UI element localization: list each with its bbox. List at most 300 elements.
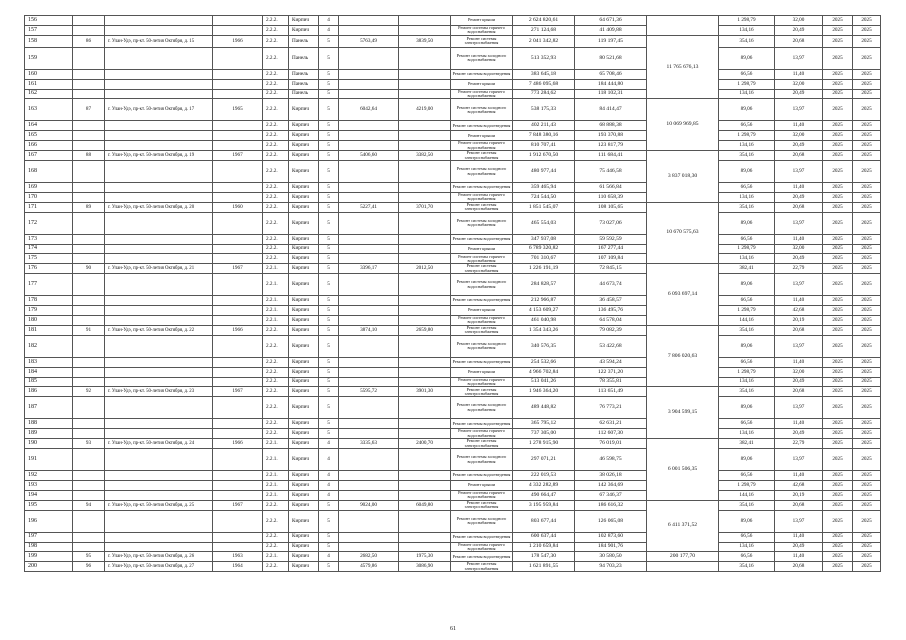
table-row <box>25 471 881 481</box>
year-end: 2025 <box>853 542 881 552</box>
area-living: 3701,70 <box>399 202 451 212</box>
building-number <box>73 47 105 69</box>
table-row <box>25 47 881 69</box>
floors: 5 <box>319 377 339 387</box>
year-start: 2025 <box>823 367 853 377</box>
work-type: Ремонт системы водоотведения <box>451 296 513 306</box>
row-number: 192 <box>25 471 73 481</box>
page-number: 61 <box>450 626 456 632</box>
unit-area: 89,06 <box>719 99 775 121</box>
code: 2.2.1. <box>263 306 289 316</box>
wall-material: Кирпич <box>289 335 319 357</box>
building-number: 87 <box>73 99 105 121</box>
area-living <box>399 367 451 377</box>
tariff: 20,19 <box>775 490 823 500</box>
build-year <box>213 510 263 532</box>
build-year: 1966 <box>213 325 263 335</box>
table-row <box>25 254 881 264</box>
capital-repair-table <box>24 15 881 572</box>
area-total: 5227,41 <box>339 202 399 212</box>
work-cost: 1 851 545,07 <box>513 202 575 212</box>
code: 2.2.2. <box>263 532 289 542</box>
table-row <box>25 480 881 490</box>
table-row <box>25 244 881 254</box>
building-number <box>73 16 105 26</box>
floors: 5 <box>319 99 339 121</box>
work-type: Ремонт системы водоотведения <box>451 183 513 193</box>
work-type: Ремонт системы горячего водоснабжения <box>451 25 513 35</box>
tariff: 22,79 <box>775 264 823 274</box>
code: 2.2.2. <box>263 234 289 244</box>
area-living <box>399 16 451 26</box>
cost-per-unit: 113 651,49 <box>575 387 647 397</box>
unit-area: 134,16 <box>719 254 775 264</box>
wall-material: Кирпич <box>289 387 319 397</box>
floors: 4 <box>319 480 339 490</box>
wall-material: Кирпич <box>289 264 319 274</box>
tariff: 13,97 <box>775 212 823 234</box>
work-type: Ремонт системы холодного водоснабжения <box>451 274 513 296</box>
tariff: 20,68 <box>775 387 823 397</box>
row-number: 193 <box>25 480 73 490</box>
work-cost: 489 448,82 <box>513 397 575 419</box>
table-row <box>25 500 881 510</box>
tariff: 22,79 <box>775 439 823 449</box>
building-number <box>73 161 105 183</box>
floors: 5 <box>319 264 339 274</box>
area-total: 9024,00 <box>339 500 399 510</box>
build-year: 1965 <box>213 99 263 121</box>
work-cost: 465 554,03 <box>513 212 575 234</box>
cost-per-unit: 107 109,84 <box>575 254 647 264</box>
unit-area: 144,16 <box>719 316 775 326</box>
table-row <box>25 542 881 552</box>
area-living: 3839,50 <box>399 35 451 47</box>
year-start: 2025 <box>823 377 853 387</box>
area-total <box>339 532 399 542</box>
year-start: 2025 <box>823 202 853 212</box>
wall-material: Кирпич <box>289 490 319 500</box>
building-number <box>73 397 105 419</box>
wall-material: Кирпич <box>289 429 319 439</box>
building-number <box>73 79 105 89</box>
work-type: Ремонт системы водоотведения <box>451 471 513 481</box>
code: 2.2.2. <box>263 367 289 377</box>
year-start: 2025 <box>823 89 853 99</box>
building-number <box>73 25 105 35</box>
code: 2.2.1. <box>263 449 289 471</box>
unit-area: 1 298,79 <box>719 306 775 316</box>
tariff: 20,49 <box>775 192 823 202</box>
area-living <box>399 121 451 131</box>
floors: 5 <box>319 325 339 335</box>
table-row <box>25 202 881 212</box>
work-type: Ремонт системы горячего водоснабжения <box>451 89 513 99</box>
year-start: 2025 <box>823 47 853 69</box>
cost-per-unit: 75 446,58 <box>575 161 647 183</box>
year-start: 2025 <box>823 69 853 79</box>
build-year: 1966 <box>213 35 263 47</box>
year-end: 2025 <box>853 202 881 212</box>
table-row <box>25 552 881 562</box>
tariff: 20,68 <box>775 500 823 510</box>
work-type: Ремонт системы холодного водоснабжения <box>451 510 513 532</box>
unit-area: 66,56 <box>719 471 775 481</box>
year-end: 2025 <box>853 471 881 481</box>
work-cost: 724 544,50 <box>513 192 575 202</box>
building-number: 89 <box>73 202 105 212</box>
area-living <box>399 449 451 471</box>
code: 2.2.2. <box>263 99 289 121</box>
area-living <box>399 471 451 481</box>
cost-per-unit: 167 277,44 <box>575 244 647 254</box>
wall-material: Кирпич <box>289 357 319 367</box>
unit-area: 134,16 <box>719 25 775 35</box>
address: г. Улан-Удэ, пр-кт. 50-летия Октября, д. 21 <box>105 264 213 274</box>
work-type: Ремонт системы электроснабжения <box>451 264 513 274</box>
year-start: 2025 <box>823 99 853 121</box>
wall-material: Кирпич <box>289 471 319 481</box>
work-cost: 1 210 659,84 <box>513 542 575 552</box>
work-type: Ремонт системы водоотведения <box>451 234 513 244</box>
table-row <box>25 141 881 151</box>
year-end: 2025 <box>853 387 881 397</box>
table-row <box>25 264 881 274</box>
row-number: 173 <box>25 234 73 244</box>
tariff: 42,68 <box>775 480 823 490</box>
year-start: 2025 <box>823 542 853 552</box>
area-total: 5595,72 <box>339 387 399 397</box>
area-total <box>339 254 399 264</box>
area-living <box>399 316 451 326</box>
build-year <box>213 25 263 35</box>
wall-material: Кирпич <box>289 25 319 35</box>
area-living <box>399 183 451 193</box>
table-row <box>25 89 881 99</box>
cost-per-unit: 76 019,01 <box>575 439 647 449</box>
area-total: 3396,17 <box>339 264 399 274</box>
address <box>105 234 213 244</box>
year-end: 2025 <box>853 161 881 183</box>
unit-area: 66,56 <box>719 552 775 562</box>
work-type: Ремонт крыши <box>451 306 513 316</box>
work-cost: 4 153 609,27 <box>513 306 575 316</box>
address <box>105 367 213 377</box>
unit-area: 382,41 <box>719 264 775 274</box>
floors: 5 <box>319 234 339 244</box>
year-end: 2025 <box>853 183 881 193</box>
row-number: 156 <box>25 16 73 26</box>
year-end: 2025 <box>853 377 881 387</box>
year-start: 2025 <box>823 357 853 367</box>
year-start: 2025 <box>823 274 853 296</box>
wall-material: Кирпич <box>289 151 319 161</box>
floors: 5 <box>319 306 339 316</box>
cost-per-unit: 79 082,39 <box>575 325 647 335</box>
building-number <box>73 429 105 439</box>
row-number: 164 <box>25 121 73 131</box>
unit-area: 354,16 <box>719 35 775 47</box>
row-number: 167 <box>25 151 73 161</box>
work-type: Ремонт системы горячего водоснабжения <box>451 542 513 552</box>
row-number: 183 <box>25 357 73 367</box>
table-row <box>25 183 881 193</box>
year-end: 2025 <box>853 121 881 131</box>
work-cost: 359 465,94 <box>513 183 575 193</box>
code: 2.2.2. <box>263 212 289 234</box>
year-start: 2025 <box>823 254 853 264</box>
year-end: 2025 <box>853 367 881 377</box>
cost-per-unit: 64 671,36 <box>575 16 647 26</box>
work-cost: 461 040,98 <box>513 316 575 326</box>
work-cost: 7 848 380,16 <box>513 131 575 141</box>
build-year <box>213 244 263 254</box>
area-total <box>339 471 399 481</box>
build-year <box>213 357 263 367</box>
work-cost: 222 019,53 <box>513 471 575 481</box>
area-total <box>339 490 399 500</box>
building-number <box>73 419 105 429</box>
tariff: 11,40 <box>775 234 823 244</box>
unit-area: 1 298,79 <box>719 79 775 89</box>
unit-area: 134,16 <box>719 542 775 552</box>
unit-area: 1 298,79 <box>719 367 775 377</box>
wall-material: Кирпич <box>289 202 319 212</box>
tariff: 20,68 <box>775 202 823 212</box>
address <box>105 316 213 326</box>
area-living <box>399 306 451 316</box>
address <box>105 377 213 387</box>
tariff: 11,40 <box>775 419 823 429</box>
work-type: Ремонт системы горячего водоснабжения <box>451 316 513 326</box>
year-start: 2025 <box>823 16 853 26</box>
floors: 4 <box>319 471 339 481</box>
build-year <box>213 121 263 131</box>
area-living <box>399 141 451 151</box>
area-living <box>399 244 451 254</box>
cost-per-unit: 186 616,32 <box>575 500 647 510</box>
row-number: 187 <box>25 397 73 419</box>
address <box>105 490 213 500</box>
row-number: 178 <box>25 296 73 306</box>
code: 2.2.1. <box>263 264 289 274</box>
area-total: 3874,10 <box>339 325 399 335</box>
area-living <box>399 532 451 542</box>
unit-area: 89,06 <box>719 212 775 234</box>
floors: 5 <box>319 357 339 367</box>
building-total: 6 411 371,52 <box>647 500 719 552</box>
building-total <box>647 16 719 36</box>
area-total <box>339 192 399 202</box>
building-number <box>73 471 105 481</box>
build-year: 1960 <box>213 202 263 212</box>
build-year <box>213 490 263 500</box>
address <box>105 542 213 552</box>
year-start: 2025 <box>823 429 853 439</box>
building-number: 94 <box>73 500 105 510</box>
build-year <box>213 306 263 316</box>
year-start: 2025 <box>823 552 853 562</box>
floors: 4 <box>319 552 339 562</box>
year-end: 2025 <box>853 47 881 69</box>
floors: 5 <box>319 274 339 296</box>
build-year <box>213 192 263 202</box>
code: 2.2.2. <box>263 183 289 193</box>
building-number <box>73 306 105 316</box>
tariff: 11,40 <box>775 552 823 562</box>
row-number: 184 <box>25 367 73 377</box>
work-type: Ремонт системы холодного водоснабжения <box>451 335 513 357</box>
year-start: 2025 <box>823 151 853 161</box>
cost-per-unit: 59 592,59 <box>575 234 647 244</box>
area-total: 4579,86 <box>339 562 399 572</box>
work-cost: 1 912 670,50 <box>513 151 575 161</box>
work-type: Ремонт крыши <box>451 480 513 490</box>
tariff: 13,97 <box>775 335 823 357</box>
work-cost: 6 789 320,82 <box>513 244 575 254</box>
work-type: Ремонт крыши <box>451 131 513 141</box>
row-number: 181 <box>25 325 73 335</box>
area-living <box>399 212 451 234</box>
tariff: 20,49 <box>775 429 823 439</box>
work-type: Ремонт системы холодного водоснабжения <box>451 161 513 183</box>
area-living <box>399 419 451 429</box>
building-number <box>73 335 105 357</box>
unit-area: 1 298,79 <box>719 244 775 254</box>
building-number <box>73 121 105 131</box>
area-living: 1975,30 <box>399 552 451 562</box>
cost-per-unit: 38 026,18 <box>575 471 647 481</box>
row-number: 195 <box>25 500 73 510</box>
table-row <box>25 397 881 419</box>
code: 2.2.2. <box>263 510 289 532</box>
code: 2.2.2. <box>263 377 289 387</box>
unit-area: 66,56 <box>719 419 775 429</box>
address: г. Улан-Удэ, пр-кт. 50-летия Октября, д. 26 <box>105 552 213 562</box>
work-cost: 538 175,33 <box>513 99 575 121</box>
cost-per-unit: 76 773,21 <box>575 397 647 419</box>
code: 2.2.2. <box>263 16 289 26</box>
address <box>105 449 213 471</box>
address <box>105 69 213 79</box>
unit-area: 66,56 <box>719 183 775 193</box>
year-start: 2025 <box>823 35 853 47</box>
build-year <box>213 449 263 471</box>
building-number <box>73 377 105 387</box>
year-end: 2025 <box>853 357 881 367</box>
area-living <box>399 542 451 552</box>
area-total <box>339 47 399 69</box>
unit-area: 66,56 <box>719 532 775 542</box>
work-cost: 1 354 343,26 <box>513 325 575 335</box>
floors: 5 <box>319 151 339 161</box>
table-row <box>25 274 881 296</box>
wall-material: Кирпич <box>289 131 319 141</box>
address <box>105 47 213 69</box>
year-start: 2025 <box>823 397 853 419</box>
year-end: 2025 <box>853 212 881 234</box>
address: г. Улан-Удэ, пр-кт. 50-летия Октября, д. 19 <box>105 151 213 161</box>
row-number: 199 <box>25 552 73 562</box>
wall-material: Кирпич <box>289 274 319 296</box>
code: 2.2.2. <box>263 429 289 439</box>
wall-material: Кирпич <box>289 480 319 490</box>
area-total <box>339 316 399 326</box>
cost-per-unit: 110 658,39 <box>575 192 647 202</box>
area-total <box>339 480 399 490</box>
row-number: 157 <box>25 25 73 35</box>
tariff: 13,97 <box>775 161 823 183</box>
code: 2.2.1. <box>263 471 289 481</box>
area-living <box>399 254 451 264</box>
area-total <box>339 234 399 244</box>
year-end: 2025 <box>853 296 881 306</box>
floors: 5 <box>319 244 339 254</box>
code: 2.2.2. <box>263 542 289 552</box>
year-end: 2025 <box>853 306 881 316</box>
building-number: 91 <box>73 325 105 335</box>
work-cost: 803 677,44 <box>513 510 575 532</box>
area-total <box>339 449 399 471</box>
row-number: 162 <box>25 89 73 99</box>
address <box>105 510 213 532</box>
wall-material: Панель <box>289 69 319 79</box>
year-end: 2025 <box>853 532 881 542</box>
wall-material: Кирпич <box>289 325 319 335</box>
floors: 5 <box>319 316 339 326</box>
cost-per-unit: 73 027,06 <box>575 212 647 234</box>
work-type: Ремонт системы электроснабжения <box>451 202 513 212</box>
build-year: 1967 <box>213 500 263 510</box>
tariff: 20,68 <box>775 562 823 572</box>
unit-area: 66,56 <box>719 234 775 244</box>
build-year: 1964 <box>213 562 263 572</box>
floors: 5 <box>319 387 339 397</box>
building-total: 10 069 969,85 <box>647 99 719 151</box>
unit-area: 89,06 <box>719 397 775 419</box>
year-end: 2025 <box>853 552 881 562</box>
floors: 5 <box>319 367 339 377</box>
table-row <box>25 234 881 244</box>
address <box>105 183 213 193</box>
table-row <box>25 335 881 357</box>
address <box>105 79 213 89</box>
table-row <box>25 367 881 377</box>
tariff: 20,49 <box>775 254 823 264</box>
tariff: 32,00 <box>775 131 823 141</box>
work-type: Ремонт системы водоотведения <box>451 532 513 542</box>
code: 2.2.2. <box>263 47 289 69</box>
floors: 5 <box>319 192 339 202</box>
building-total: 200 177,70 <box>647 552 719 562</box>
row-number: 163 <box>25 99 73 121</box>
work-type: Ремонт системы электроснабжения <box>451 151 513 161</box>
code: 2.2.2. <box>263 254 289 264</box>
floors: 5 <box>319 161 339 183</box>
building-number: 88 <box>73 151 105 161</box>
year-start: 2025 <box>823 562 853 572</box>
code: 2.2.2. <box>263 397 289 419</box>
tariff: 20,49 <box>775 377 823 387</box>
table-row <box>25 532 881 542</box>
area-living <box>399 79 451 89</box>
year-start: 2025 <box>823 183 853 193</box>
row-number: 159 <box>25 47 73 69</box>
area-living <box>399 335 451 357</box>
year-end: 2025 <box>853 397 881 419</box>
building-number <box>73 296 105 306</box>
tariff: 32,00 <box>775 244 823 254</box>
